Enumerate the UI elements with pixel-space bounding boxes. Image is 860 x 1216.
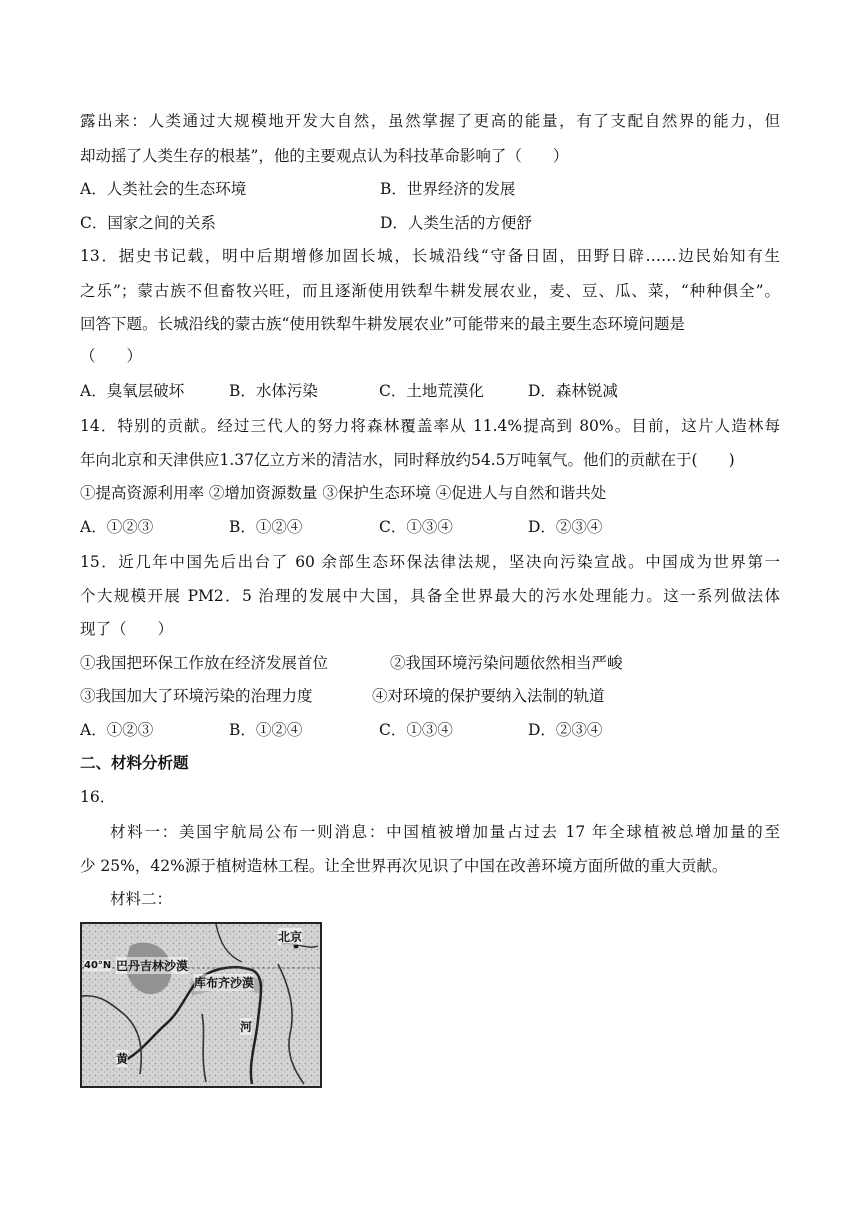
- section-heading: 二、材料分析题: [80, 754, 189, 772]
- q12-option-c: C．国家之间的关系: [80, 214, 216, 232]
- q14-option-a: A．①②③: [80, 518, 154, 536]
- q12-option-d: D．人类生活的方便舒: [380, 214, 532, 232]
- q14-option-b: B．①②④: [229, 518, 303, 536]
- q14-statements: ①提高资源利用率 ②增加资源数量 ③保护生态环境 ④促进人与自然和谐共处: [80, 484, 607, 502]
- q15-stem-line-3: 现了（ ）: [80, 620, 174, 638]
- q13-option-a: A．臭氧层破坏: [80, 382, 185, 400]
- q15-stem-line-1: 15．近几年中国先后出台了 60 余部生态环保法律法规，坚决向污染宣战。中国成为世界第一: [80, 553, 780, 571]
- q12-option-a: A．人类社会的生态环境: [80, 180, 247, 198]
- beijing-label: 北京: [278, 930, 303, 944]
- q13-option-c: C．土地荒漠化: [379, 382, 484, 400]
- q15-stem-line-2: 个大规模开展 PM2．5 治理的发展中大国，具备全世界最大的污水处理能力。这一系列做法体: [80, 587, 780, 605]
- river-char-huang: 黄: [116, 1052, 129, 1066]
- q13-option-b: B．水体污染: [229, 382, 318, 400]
- q13-stem-line-4: （ ）: [80, 347, 143, 365]
- kubuqi-label: 库布齐沙漠: [194, 976, 255, 990]
- q12-stem-line-2: 却动摇了人类生存的根基”，他的主要观点认为科技革命影响了（ ）: [80, 147, 569, 165]
- q15-option-b: B．①②④: [229, 721, 303, 739]
- q13-option-d: D．森林锐减: [528, 382, 618, 400]
- q15-statement-3: ③我国加大了环境污染的治理力度: [80, 687, 313, 705]
- material-2-label: 材料二：: [110, 890, 173, 908]
- q14-option-c: C．①③④: [379, 518, 453, 536]
- badain-label: 巴丹吉林沙漠: [116, 959, 189, 973]
- q15-option-a: A．①②③: [80, 721, 154, 739]
- q15-statement-2: ②我国环境污染问题依然相当严峻: [390, 654, 623, 672]
- q13-stem-line-3: 回答下题。长城沿线的蒙古族“使用铁犁牛耕发展农业”可能带来的最主要生态环境问题是: [80, 315, 685, 333]
- q14-option-d: D．②③④: [528, 518, 603, 536]
- q13-stem-line-2: 之乐”；蒙古族不但畜牧兴旺，而且逐渐使用铁犁牛耕发展农业，麦、豆、瓜、菜，“种种俱全”。: [80, 282, 780, 300]
- q14-stem-line-2: 年向北京和天津供应1.37亿立方米的清洁水，同时释放约54.5万吨氧气。他们的贡献在于( ): [80, 451, 735, 469]
- q15-statement-1: ①我国把环保工作放在经济发展首位: [80, 654, 329, 672]
- q15-option-c: C．①③④: [379, 721, 453, 739]
- q14-stem-line-1: 14．特别的贡献。经过三代人的努力将森林覆盖率从 11.4%提高到 80%。目前，这片人造林每: [80, 417, 780, 435]
- material-1-line-1: 材料一：美国宇航局公布一则消息：中国植被增加量占过去 17 年全球植被总增加量的至: [110, 823, 780, 841]
- q12-stem-line-1: 露出来：人类通过大规模地开发大自然，虽然掌握了更高的能量，有了支配自然界的能力，但: [80, 112, 780, 130]
- latitude-label: 40°N: [84, 960, 112, 971]
- q15-statement-4: ④对环境的保护要纳入法制的轨道: [372, 687, 605, 705]
- material-1-line-2: 少 25%，42%源于植树造林工程。让全世界再次见识了中国在改善环境方面所做的重大贡献。: [80, 857, 728, 875]
- q15-option-d: D．②③④: [528, 721, 603, 739]
- river-char-he: 河: [240, 1020, 253, 1034]
- q16-number: 16．: [80, 788, 116, 806]
- q13-stem-line-1: 13．据史书记载，明中后期增修加固长城，长城沿线“守备日固，田野日辟……边民始知有生: [80, 247, 780, 265]
- q12-option-b: B．世界经济的发展: [380, 180, 516, 198]
- desert-map: [80, 922, 322, 1088]
